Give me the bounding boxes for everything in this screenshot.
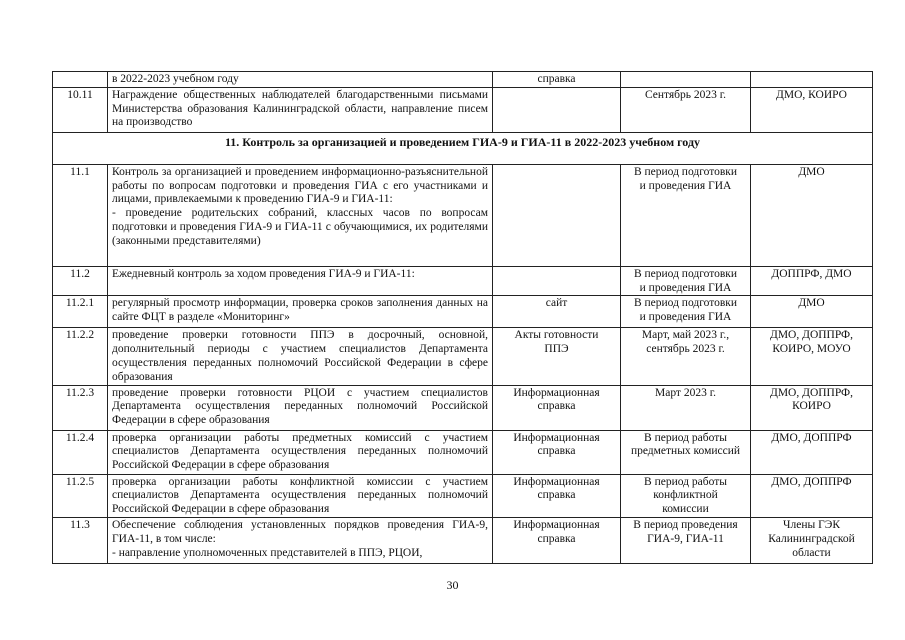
- table-row: [53, 164, 873, 266]
- section-title: 11. Контроль за организацией и проведением ГИА-9 и ГИА-11 в 2022-2023 учебном году: [53, 132, 873, 164]
- table-row: [53, 385, 873, 430]
- item-result: Акты готовности ППЭ: [493, 328, 621, 385]
- table-row: [53, 474, 873, 517]
- item-responsible: ДОППРФ, ДМО: [751, 266, 873, 296]
- item-result: справка: [493, 72, 621, 88]
- item-responsible: ДМО, ДОППРФ: [751, 430, 873, 474]
- item-responsible: [751, 72, 873, 88]
- item-term: В период подготовки и проведения ГИА: [621, 266, 751, 296]
- page-number: 30: [446, 578, 459, 592]
- item-term: [621, 72, 751, 88]
- item-number: [53, 72, 108, 88]
- item-description: в 2022-2023 учебном году: [108, 72, 493, 88]
- item-number: 11.1: [53, 164, 108, 266]
- item-description: Награждение общественных наблюдателей благодарственными письмами Министерства образования Калининградской области, направление писем на производство: [108, 87, 493, 132]
- table-row: [53, 87, 873, 132]
- item-number: 11.2.1: [53, 296, 108, 328]
- item-responsible: Члены ГЭК Калининградской области: [751, 517, 873, 563]
- item-result: Информационная справка: [493, 517, 621, 563]
- item-term: Март 2023 г.: [621, 385, 751, 430]
- item-term: В период работы конфликтной комиссии: [621, 474, 751, 517]
- item-number: 11.2.5: [53, 474, 108, 517]
- item-responsible: ДМО: [751, 164, 873, 266]
- item-term: В период подготовки и проведения ГИА: [621, 296, 751, 328]
- item-description: проведение проверки готовности ППЭ в досрочный, основной, дополнительный периоды с участием специалистов Департамента осуществления переданных полномочий Российской Федерации в сфере образования: [108, 328, 493, 385]
- item-term: Март, май 2023 г., сентябрь 2023 г.: [621, 328, 751, 385]
- plan-table: [52, 71, 873, 564]
- table-row: [53, 266, 873, 296]
- item-term: В период проведения ГИА-9, ГИА-11: [621, 517, 751, 563]
- item-result: [493, 266, 621, 296]
- item-result: Информационная справка: [493, 474, 621, 517]
- item-result: Информационная справка: [493, 385, 621, 430]
- item-result: [493, 164, 621, 266]
- item-term: В период работы предметных комиссий: [621, 430, 751, 474]
- item-result: сайт: [493, 296, 621, 328]
- table-row: [53, 328, 873, 385]
- item-number: 11.2: [53, 266, 108, 296]
- item-responsible: ДМО, ДОППРФ: [751, 474, 873, 517]
- item-responsible: ДМО, ДОППРФ, КОИРО: [751, 385, 873, 430]
- table-row: [53, 430, 873, 474]
- item-description: проведение проверки готовности РЦОИ с участием специалистов Департамента осуществления переданных полномочий Российской Федерации в сфере образования: [108, 385, 493, 430]
- item-description: проверка организации работы конфликтной комиссии с участием специалистов Департамента осуществления переданных полномочий Российской Федерации в сфере образования: [108, 474, 493, 517]
- item-description: регулярный просмотр информации, проверка сроков заполнения данных на сайте ФЦТ в разделе «Мониторинг»: [108, 296, 493, 328]
- item-description: Контроль за организацией и проведением информационно-разъяснительной работы по вопросам подготовки и проведения ГИА с его участниками и лицами, привлекаемыми к проведению ГИА-9 и ГИА-11: - проведение родительских собраний, классных часов по вопросам подготовки и проведения ГИА-9 и ГИА-11 с обучающимися, их родителями (законными представителями): [108, 164, 493, 266]
- item-result: Информационная справка: [493, 430, 621, 474]
- table-row: [53, 517, 873, 563]
- item-description: проверка организации работы предметных комиссий с участием специалистов Департамента осуществления переданных полномочий Российской Федерации в сфере образования: [108, 430, 493, 474]
- item-term: В период подготовки и проведения ГИА: [621, 164, 751, 266]
- item-number: 11.3: [53, 517, 108, 563]
- item-number: 11.2.3: [53, 385, 108, 430]
- item-responsible: ДМО, ДОППРФ, КОИРО, МОУО: [751, 328, 873, 385]
- item-number: 11.2.4: [53, 430, 108, 474]
- item-responsible: ДМО, КОИРО: [751, 87, 873, 132]
- section-header-row: [53, 132, 873, 164]
- item-description: Ежедневный контроль за ходом проведения ГИА-9 и ГИА-11:: [108, 266, 493, 296]
- item-number: 11.2.2: [53, 328, 108, 385]
- item-description: Обеспечение соблюдения установленных порядков проведения ГИА-9, ГИА-11, в том числе: - направление уполномоченных представителей в ППЭ, РЦОИ,: [108, 517, 493, 563]
- item-responsible: ДМО: [751, 296, 873, 328]
- item-number: 10.11: [53, 87, 108, 132]
- item-term: Сентябрь 2023 г.: [621, 87, 751, 132]
- item-result: [493, 87, 621, 132]
- table-row: [53, 296, 873, 328]
- table-row: [53, 72, 873, 88]
